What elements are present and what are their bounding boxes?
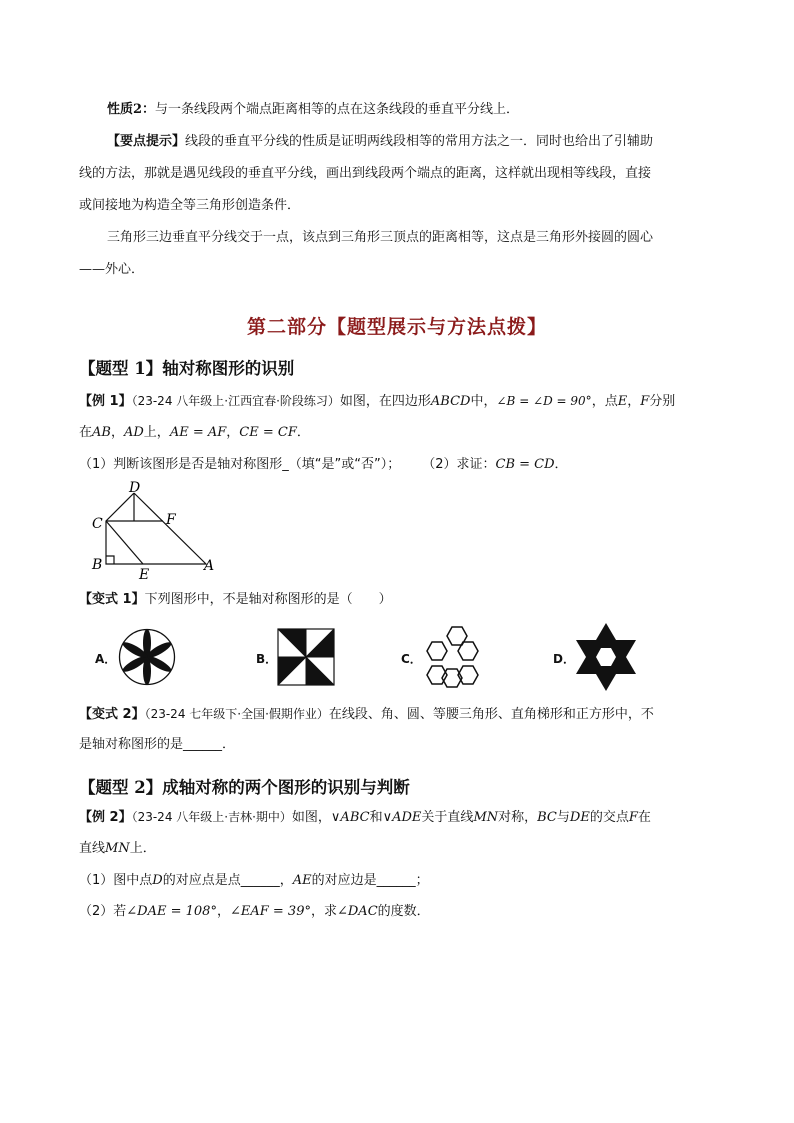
tip-line-2: 线的方法，那就是遇见线段的垂直平分线，画出到线段两个端点的距离，这样就出现相等线段，直接	[79, 166, 652, 181]
example1-q1: （1）判断该图形是否是轴对称图形_（填“是”或“否”）；	[79, 457, 401, 472]
math-angle-eaf: ∠EAF = 39°	[229, 904, 311, 919]
example2-q2-text: 的度数．	[377, 904, 430, 919]
example2-q1-text: （1）图中点	[79, 873, 153, 888]
variant2-label: 【变式 2】	[79, 707, 145, 722]
example1-q2: ．	[554, 457, 568, 472]
example1-questions	[79, 457, 568, 473]
label-c: C	[92, 516, 103, 532]
variant2-source: （23-24 七年级下·全国·假期作业）	[144, 707, 329, 721]
quadrilateral-outline	[106, 493, 206, 564]
example1-text: 中，	[470, 394, 497, 409]
example1-line-1	[79, 393, 675, 410]
math-ae-af: AE = AF	[169, 425, 227, 440]
example2-q1-text: 的对应边是______；	[311, 873, 429, 888]
example2-q2-text: ，求	[310, 904, 337, 919]
example1-figure	[86, 478, 221, 582]
property2-label: 性质2：	[107, 102, 156, 117]
option-c-hexagon-ring	[423, 624, 491, 690]
right-angle-mark-b	[106, 556, 114, 564]
example1-text: ，	[110, 425, 124, 440]
example2-text: 对称，	[498, 810, 538, 825]
part2-title: 第二部分【题型展示与方法点拨】	[246, 316, 547, 338]
example2-text: 如图，	[291, 810, 331, 825]
math-angle-dac: ∠DAC	[336, 904, 378, 919]
property2-line	[107, 102, 519, 118]
tip-line-1	[107, 134, 653, 150]
example2-q2-text: （2）若	[79, 904, 127, 919]
example2-text: 的交点	[589, 810, 629, 825]
label-a: A	[204, 558, 215, 574]
math-abcd: ABCD	[430, 394, 471, 409]
type1-title	[79, 355, 294, 379]
variant2-line-1	[79, 706, 654, 723]
example1-label: 【例 1】	[79, 394, 132, 409]
example2-line-2	[79, 841, 156, 857]
math-f: F	[628, 810, 638, 825]
example1-q2: （2）求证：	[422, 457, 496, 472]
example2-q2	[79, 904, 430, 920]
math-angle-dae: ∠DAE = 108°	[126, 904, 217, 919]
example2-q1	[79, 873, 429, 889]
tip-line-3: 或间接地为构造全等三角形创造条件．	[79, 198, 301, 213]
math-triangle-abc: ∨ABC	[330, 810, 370, 825]
math-bc: BC	[537, 810, 557, 825]
label-e: E	[139, 567, 150, 582]
label-d: D	[129, 480, 141, 496]
property2-text: 与一条线段两个端点距离相等的点在这条线段的垂直平分线上．	[155, 102, 520, 117]
example1-text: ，	[226, 425, 240, 440]
example2-line-1	[79, 809, 651, 826]
example2-text: 在	[637, 810, 651, 825]
example1-text: ，	[627, 394, 641, 409]
option-b-label: B．	[256, 652, 278, 666]
variant1-label: 【变式 1】	[79, 592, 145, 607]
example2-label: 【例 2】	[79, 810, 132, 825]
tip-text-1: 线段的垂直平分线的性质是证明两线段相等的常用方法之一．同时也给出了引辅助	[185, 134, 654, 149]
math-d: D	[152, 873, 163, 888]
variant1-text: 下列图形中，不是轴对称图形的是（ ）	[144, 592, 392, 607]
math-cb-cd: CB = CD	[495, 457, 555, 472]
example1-text: 上，	[143, 425, 170, 440]
example2-text: 直线	[79, 841, 106, 856]
math-ae: AE	[292, 873, 312, 888]
example2-source: （23-24 八年级上·吉林·期中）	[131, 810, 292, 824]
math-de: DE	[569, 810, 590, 825]
option-d-label: D．	[553, 652, 575, 666]
example1-text: 如图，在四边形	[339, 394, 431, 409]
segment-ce	[106, 521, 143, 564]
type2-title	[79, 774, 410, 798]
variant1-line	[79, 592, 392, 608]
example1-line-2	[79, 425, 310, 441]
circumcenter-line-2: ——外心．	[79, 262, 145, 277]
variant2-line-2: 是轴对称图形的是______．	[79, 737, 236, 752]
example2-text: 和	[369, 810, 383, 825]
math-mn: MN	[105, 841, 130, 856]
type2-text: 成轴对称的两个图形的识别与判断	[162, 778, 410, 797]
variant2-text-1: 在线段、角、圆、等腰三角形、直角梯形和正方形中，不	[328, 707, 654, 722]
circumcenter-line-1: 三角形三边垂直平分线交于一点，该点到三角形三顶点的距离相等，这点是三角形外接圆的圆心	[107, 230, 654, 245]
math-angle-condition: ∠B = ∠D = 90°	[496, 394, 592, 408]
example1-text: 在	[79, 425, 93, 440]
math-ce-cf: CE = CF	[239, 425, 297, 440]
example2-text: 关于直线	[421, 810, 474, 825]
type1-text: 轴对称图形的识别	[162, 359, 295, 378]
option-a-flower-circle	[117, 627, 177, 687]
math-mn: MN	[473, 810, 499, 825]
example1-text: ．	[296, 425, 310, 440]
math-ab: AB	[92, 425, 111, 440]
label-b: B	[92, 557, 103, 573]
type2-bracket: 【题型 2】	[79, 778, 163, 797]
example2-q1-text: 的对应点是点______，	[162, 873, 293, 888]
math-triangle-ade: ∨ADE	[382, 810, 422, 825]
option-c-label: C．	[401, 652, 422, 666]
math-ad: AD	[123, 425, 144, 440]
example2-text: 上．	[129, 841, 156, 856]
option-a-label: A．	[95, 652, 117, 666]
math-f: F	[640, 394, 650, 409]
example1-text: ，点	[591, 394, 618, 409]
example2-q2-text: ，	[216, 904, 230, 919]
type1-bracket: 【题型 1】	[79, 359, 163, 378]
example2-text: 与	[556, 810, 570, 825]
option-d-six-point-star	[574, 622, 638, 692]
math-e: E	[617, 394, 628, 409]
label-f: F	[166, 512, 176, 528]
option-b-pinwheel	[277, 628, 335, 686]
example1-source: （23-24 八年级上·江西宜春·阶段练习）	[131, 394, 340, 408]
example1-text: 分别	[649, 394, 676, 409]
tip-label: 【要点提示】	[107, 134, 186, 149]
